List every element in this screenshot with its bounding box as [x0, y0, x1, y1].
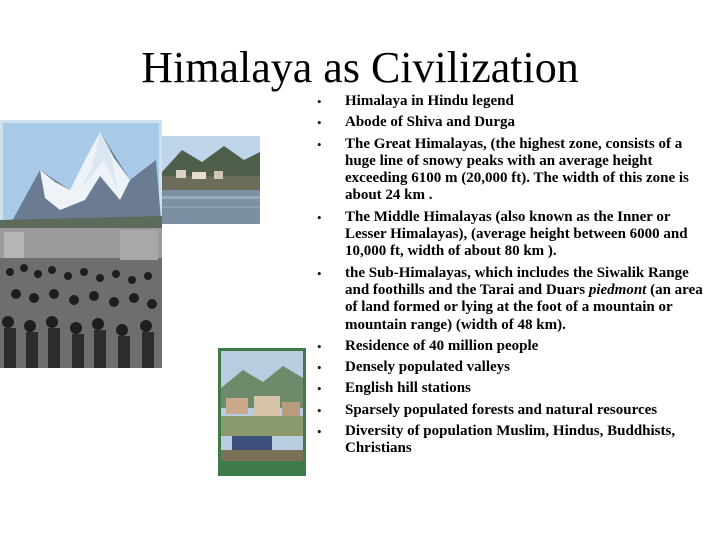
bullet-item: [317, 423, 710, 458]
bullet-item: [317, 208, 710, 261]
bullet-marker: •: [317, 115, 322, 131]
bullet-item: [317, 135, 710, 205]
bullet-text: Sparsely populated forests and natural resources: [345, 401, 658, 418]
slide-title: Himalaya as Civilization: [141, 43, 579, 92]
bullet-item: [317, 114, 710, 131]
bullet-item: [317, 264, 710, 334]
bullet-marker: •: [317, 338, 322, 354]
snowy-peak-photo: [0, 120, 162, 232]
bullet-text-pre: the Sub-Himalayas, which includes the Siwalik Range and foothills and the Tarai and Duars: [345, 264, 689, 298]
bullet-text: Residence of 40 million people: [345, 337, 539, 354]
bullet-item: [317, 380, 710, 397]
bullet-marker: •: [317, 209, 322, 225]
bullet-text: Densely populated valleys: [345, 359, 511, 376]
bullet-item: [317, 401, 710, 419]
bullet-text: Himalaya in Hindu legend: [345, 93, 514, 109]
bullet-text: Diversity of population Muslim, Hindus, Buddhists, Christians: [345, 423, 676, 457]
bullet-item: [317, 359, 710, 376]
bullet-marker: •: [317, 360, 322, 376]
bullet-marker: •: [317, 265, 322, 281]
bullet-item: [317, 93, 710, 110]
bullet-marker: •: [317, 424, 322, 440]
bullet-item: [317, 337, 710, 355]
bullet-text-italic: piedmont: [588, 281, 647, 298]
crowd-street-photo: [0, 228, 162, 368]
hill-station-photo: [218, 348, 306, 476]
bullet-marker: •: [317, 94, 322, 109]
bullet-marker: •: [317, 136, 322, 152]
bullet-text: The Middle Himalayas (also known as the Inner or Lesser Himalayas), (average height between 6000 and 10,000 ft, width of about 80 km ).: [345, 208, 688, 260]
lakeside-town-photo: [162, 136, 260, 224]
bullet-marker: •: [317, 402, 322, 418]
bullet-list: [317, 93, 710, 462]
bullet-text-post: (an area of land formed or lying at the foot of a mountain or mountain range) (width of 48 km).: [345, 281, 703, 333]
bullet-marker: •: [317, 381, 322, 397]
bullet-text: Abode of Shiva and Durga: [345, 114, 516, 131]
bullet-text: The Great Himalayas, (the highest zone, consists of a huge line of snowy peaks with an average height exceeding 6100 m (20,000 ft). The width of this zone is about 24 km .: [345, 135, 689, 204]
bullet-text: English hill stations: [345, 380, 471, 397]
